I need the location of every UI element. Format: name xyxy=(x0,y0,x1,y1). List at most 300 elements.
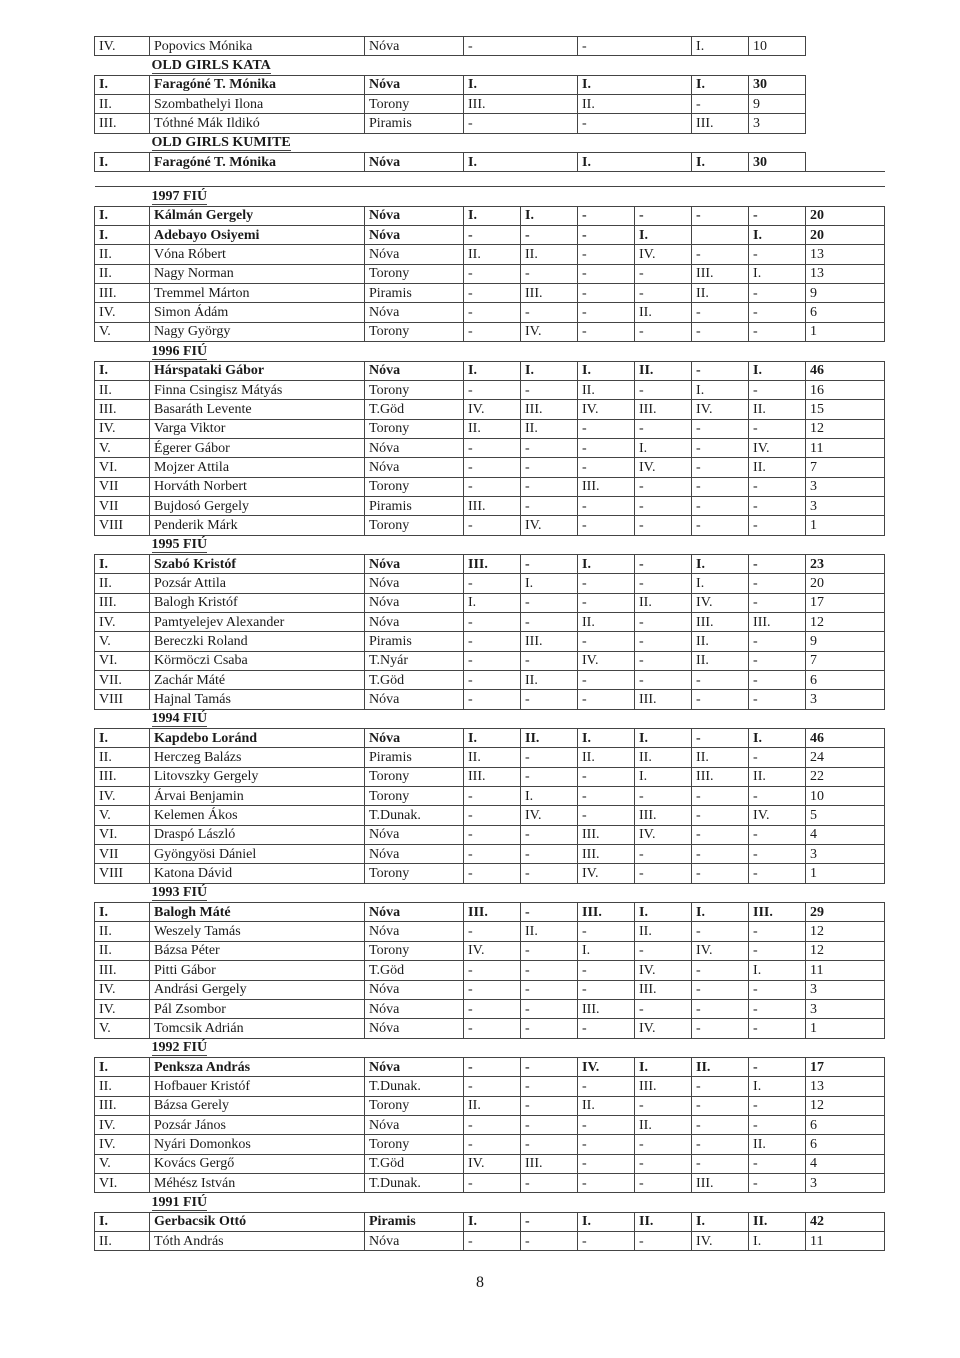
cell-name: Hofbauer Kristóf xyxy=(150,1077,365,1096)
cell-r3: - xyxy=(578,632,635,651)
cell-r1: - xyxy=(464,574,521,593)
cell-name: Vóna Róbert xyxy=(150,245,365,264)
cell-r5: II. xyxy=(692,632,749,651)
cell-r1: - xyxy=(464,999,521,1018)
cell-r5: I. xyxy=(692,574,749,593)
cell-r4: - xyxy=(635,477,692,496)
section-title: 1997 FIÚ xyxy=(151,189,208,205)
cell-r1: - xyxy=(464,690,521,709)
cell-rank: IV. xyxy=(95,787,150,806)
section-header-cell xyxy=(95,187,885,206)
cell-club: Nóva xyxy=(365,554,464,573)
cell-r3: - xyxy=(578,1019,635,1038)
table-row xyxy=(95,419,885,438)
section-title: 1994 FIÚ xyxy=(151,711,208,727)
cell-kata-1: I. xyxy=(464,75,578,94)
cell-rank: VII. xyxy=(95,671,150,690)
cell-kata-3: I. xyxy=(692,37,749,56)
cell-name: Nagy Norman xyxy=(150,264,365,283)
cell-r5: - xyxy=(692,458,749,477)
cell-r6: II. xyxy=(749,1212,806,1231)
cell-rank: II. xyxy=(95,574,150,593)
cell-r2: - xyxy=(521,1019,578,1038)
cell-club: T.Dunak. xyxy=(365,1173,464,1192)
cell-points: 4 xyxy=(806,825,885,844)
cell-points: 17 xyxy=(806,1057,885,1076)
cell-kata-2: II. xyxy=(578,95,692,114)
cell-r2: - xyxy=(521,999,578,1018)
cell-r1: I. xyxy=(464,593,521,612)
cell-club: Nóva xyxy=(365,245,464,264)
cell-points: 10 xyxy=(806,787,885,806)
table-row xyxy=(95,767,885,786)
cell-r2: - xyxy=(521,961,578,980)
cell-club: Nóva xyxy=(365,1057,464,1076)
cell-r2: - xyxy=(521,980,578,999)
cell-r4: - xyxy=(635,516,692,535)
table-row xyxy=(95,825,885,844)
cell-r1: IV. xyxy=(464,400,521,419)
cell-rank: II. xyxy=(95,95,150,114)
cell-r2: - xyxy=(521,690,578,709)
cell-rank: III. xyxy=(95,593,150,612)
cell-points: 29 xyxy=(806,903,885,922)
cell-rank: IV. xyxy=(95,37,150,56)
cell-r3: - xyxy=(578,1231,635,1250)
cell-r2: IV. xyxy=(521,806,578,825)
cell-r1: - xyxy=(464,477,521,496)
cell-points: 3 xyxy=(806,845,885,864)
cell-name: Bereczki Roland xyxy=(150,632,365,651)
cell-rank: II. xyxy=(95,1231,150,1250)
cell-points: 3 xyxy=(806,1173,885,1192)
cell-r4: IV. xyxy=(635,961,692,980)
cell-r6: - xyxy=(749,1096,806,1115)
cell-r1: I. xyxy=(464,729,521,748)
cell-rank: VI. xyxy=(95,651,150,670)
cell-points: 1 xyxy=(806,322,885,341)
cell-name: Gyöngyösi Dániel xyxy=(150,845,365,864)
table-row xyxy=(95,1077,885,1096)
cell-r1: I. xyxy=(464,361,521,380)
cell-name: Nagy György xyxy=(150,322,365,341)
cell-rank: VIII xyxy=(95,516,150,535)
cell-kata-2: - xyxy=(578,37,692,56)
cell-r2: - xyxy=(521,593,578,612)
cell-kata-3: III. xyxy=(692,114,749,133)
cell-r1: - xyxy=(464,1231,521,1250)
cell-r3: - xyxy=(578,1173,635,1192)
cell-r6: - xyxy=(749,671,806,690)
cell-club: T.Nyár xyxy=(365,651,464,670)
cell-rank: VII xyxy=(95,845,150,864)
cell-r5: - xyxy=(692,845,749,864)
cell-r3: III. xyxy=(578,999,635,1018)
cell-r2: - xyxy=(521,438,578,457)
cell-r6: II. xyxy=(749,458,806,477)
cell-r2: - xyxy=(521,1212,578,1231)
cell-points: 12 xyxy=(806,941,885,960)
cell-club: Nóva xyxy=(365,593,464,612)
results-table-body xyxy=(95,37,885,1251)
cell-rank: III. xyxy=(95,767,150,786)
cell-name: Tóth András xyxy=(150,1231,365,1250)
cell-r6: - xyxy=(749,1154,806,1173)
cell-r1: IV. xyxy=(464,1154,521,1173)
cell-points: 9 xyxy=(749,95,806,114)
cell-name: Kálmán Gergely xyxy=(150,206,365,225)
cell-club: Torony xyxy=(365,380,464,399)
cell-club: Nóva xyxy=(365,361,464,380)
cell-rank: VI. xyxy=(95,825,150,844)
cell-r4: - xyxy=(635,1154,692,1173)
cell-r1: II. xyxy=(464,419,521,438)
cell-points: 7 xyxy=(806,458,885,477)
cell-name: Katona Dávid xyxy=(150,864,365,883)
table-row xyxy=(95,1154,885,1173)
cell-points: 6 xyxy=(806,1115,885,1134)
cell-r4: - xyxy=(635,284,692,303)
cell-r5: - xyxy=(692,1019,749,1038)
cell-r1: - xyxy=(464,845,521,864)
cell-kata-1: I. xyxy=(464,153,578,172)
cell-r2: - xyxy=(521,612,578,631)
cell-r6: - xyxy=(749,419,806,438)
cell-points: 23 xyxy=(806,554,885,573)
cell-r1: - xyxy=(464,961,521,980)
table-row xyxy=(95,1231,885,1250)
cell-r6: - xyxy=(749,322,806,341)
cell-club: Nóva xyxy=(365,458,464,477)
cell-r5: - xyxy=(692,245,749,264)
cell-name: Hajnal Tamás xyxy=(150,690,365,709)
table-row xyxy=(95,671,885,690)
cell-rank: I. xyxy=(95,903,150,922)
cell-r5: IV. xyxy=(692,1231,749,1250)
cell-r1: IV. xyxy=(464,941,521,960)
table-row xyxy=(95,264,885,283)
cell-r5: I. xyxy=(692,554,749,573)
cell-r6: - xyxy=(749,845,806,864)
cell-name: Zachár Máté xyxy=(150,671,365,690)
cell-club: Torony xyxy=(365,322,464,341)
cell-r1: - xyxy=(464,825,521,844)
table-row xyxy=(95,303,885,322)
table-row xyxy=(95,400,885,419)
cell-r4: - xyxy=(635,1096,692,1115)
cell-r4: - xyxy=(635,419,692,438)
cell-rank: IV. xyxy=(95,999,150,1018)
table-row xyxy=(95,245,885,264)
cell-r5: - xyxy=(692,961,749,980)
cell-points: 1 xyxy=(806,516,885,535)
cell-name: Tremmel Márton xyxy=(150,284,365,303)
table-row xyxy=(95,903,885,922)
section-header-cell xyxy=(95,535,885,554)
cell-rank: III. xyxy=(95,1096,150,1115)
table-row xyxy=(95,438,885,457)
cell-r1: - xyxy=(464,632,521,651)
cell-name: Méhész István xyxy=(150,1173,365,1192)
cell-r3: IV. xyxy=(578,864,635,883)
cell-r2: - xyxy=(521,380,578,399)
table-row xyxy=(95,1096,885,1115)
table-row xyxy=(95,226,885,245)
cell-rank: I. xyxy=(95,75,150,94)
cell-r4: - xyxy=(635,380,692,399)
cell-points: 1 xyxy=(806,1019,885,1038)
cell-r5: III. xyxy=(692,264,749,283)
section-header xyxy=(95,535,885,554)
cell-r6: - xyxy=(749,574,806,593)
cell-r6: - xyxy=(749,516,806,535)
cell-kata-3: I. xyxy=(692,75,749,94)
cell-r1: - xyxy=(464,303,521,322)
cell-name: Tomcsik Adrián xyxy=(150,1019,365,1038)
cell-r6: III. xyxy=(749,612,806,631)
cell-r2: - xyxy=(521,651,578,670)
cell-rank: I. xyxy=(95,153,150,172)
cell-r6: - xyxy=(749,825,806,844)
cell-r6: - xyxy=(749,1115,806,1134)
cell-rank: I. xyxy=(95,1057,150,1076)
cell-rank: II. xyxy=(95,245,150,264)
cell-name: Bázsa Gerely xyxy=(150,1096,365,1115)
cell-name: Pozsár Attila xyxy=(150,574,365,593)
cell-name: Bázsa Péter xyxy=(150,941,365,960)
cell-r3: - xyxy=(578,303,635,322)
cell-r4: I. xyxy=(635,729,692,748)
cell-r6: I. xyxy=(749,361,806,380)
cell-r6: III. xyxy=(749,903,806,922)
cell-r2: I. xyxy=(521,206,578,225)
cell-r2: I. xyxy=(521,361,578,380)
cell-r4: I. xyxy=(635,767,692,786)
table-row xyxy=(95,941,885,960)
cell-r4: - xyxy=(635,1173,692,1192)
cell-club: Nóva xyxy=(365,690,464,709)
cell-club: Nóva xyxy=(365,303,464,322)
table-row xyxy=(95,284,885,303)
cell-club: Torony xyxy=(365,941,464,960)
cell-r4: III. xyxy=(635,980,692,999)
cell-rank: III. xyxy=(95,400,150,419)
cell-club: Torony xyxy=(365,1096,464,1115)
cell-r6: - xyxy=(749,980,806,999)
cell-name: Faragóné T. Mónika xyxy=(150,153,365,172)
cell-club: Nóva xyxy=(365,1019,464,1038)
cell-r3: III. xyxy=(578,477,635,496)
results-table xyxy=(94,36,885,1251)
cell-name: Körmöczi Csaba xyxy=(150,651,365,670)
section-title: 1993 FIÚ xyxy=(151,885,208,901)
cell-name: Szabó Kristóf xyxy=(150,554,365,573)
cell-r2: - xyxy=(521,825,578,844)
table-row xyxy=(95,999,885,1018)
cell-r4: II. xyxy=(635,1212,692,1231)
cell-kata-1: III. xyxy=(464,95,578,114)
table-row xyxy=(95,75,885,94)
cell-club: Nóva xyxy=(365,922,464,941)
section-header-cell xyxy=(95,56,885,75)
cell-r5: - xyxy=(692,322,749,341)
cell-points: 20 xyxy=(806,206,885,225)
cell-r4: IV. xyxy=(635,825,692,844)
cell-kata-1: - xyxy=(464,37,578,56)
section-header xyxy=(95,883,885,902)
cell-r6: - xyxy=(749,496,806,515)
cell-r6: - xyxy=(749,593,806,612)
cell-name: Nyári Domonkos xyxy=(150,1135,365,1154)
cell-club: Nóva xyxy=(365,612,464,631)
cell-r3: - xyxy=(578,206,635,225)
cell-r2: - xyxy=(521,1231,578,1250)
cell-r4: I. xyxy=(635,226,692,245)
section-title: 1991 FIÚ xyxy=(151,1194,208,1210)
section-header xyxy=(95,187,885,206)
cell-r6: II. xyxy=(749,400,806,419)
cell-name: Égerer Gábor xyxy=(150,438,365,457)
cell-club: Nóva xyxy=(365,825,464,844)
cell-name: Adebayo Osiyemi xyxy=(150,226,365,245)
cell-name: Balogh Kristóf xyxy=(150,593,365,612)
table-row xyxy=(95,1115,885,1134)
cell-r2: II. xyxy=(521,729,578,748)
cell-club: T.Göd xyxy=(365,671,464,690)
cell-rank: I. xyxy=(95,361,150,380)
cell-points: 11 xyxy=(806,961,885,980)
cell-r3: IV. xyxy=(578,651,635,670)
cell-r3: - xyxy=(578,1154,635,1173)
cell-r4: - xyxy=(635,999,692,1018)
cell-rank: VII xyxy=(95,477,150,496)
table-row xyxy=(95,961,885,980)
cell-r4: II. xyxy=(635,748,692,767)
cell-club: Torony xyxy=(365,419,464,438)
cell-r4: II. xyxy=(635,303,692,322)
cell-rank: VIII xyxy=(95,690,150,709)
cell-r3: - xyxy=(578,574,635,593)
cell-r5: - xyxy=(692,516,749,535)
cell-r3: II. xyxy=(578,612,635,631)
cell-r3: - xyxy=(578,245,635,264)
cell-rank: I. xyxy=(95,1212,150,1231)
cell-name: Pál Zsombor xyxy=(150,999,365,1018)
cell-r1: II. xyxy=(464,748,521,767)
cell-r6: I. xyxy=(749,961,806,980)
cell-points: 11 xyxy=(806,438,885,457)
cell-r2: II. xyxy=(521,671,578,690)
cell-club: Piramis xyxy=(365,284,464,303)
cell-rank: II. xyxy=(95,264,150,283)
cell-r1: II. xyxy=(464,1096,521,1115)
cell-points: 12 xyxy=(806,1096,885,1115)
cell-r6: - xyxy=(749,922,806,941)
cell-r5: - xyxy=(692,303,749,322)
cell-name: Kelemen Ákos xyxy=(150,806,365,825)
cell-rank: VIII xyxy=(95,864,150,883)
cell-r5: III. xyxy=(692,1173,749,1192)
cell-r2: III. xyxy=(521,632,578,651)
cell-r5: II. xyxy=(692,651,749,670)
cell-r1: - xyxy=(464,380,521,399)
table-row xyxy=(95,114,885,133)
cell-r6: - xyxy=(749,651,806,670)
cell-r1: - xyxy=(464,806,521,825)
cell-rank: V. xyxy=(95,632,150,651)
cell-r5: - xyxy=(692,419,749,438)
cell-points: 1 xyxy=(806,864,885,883)
cell-r6: IV. xyxy=(749,806,806,825)
cell-points: 11 xyxy=(806,1231,885,1250)
cell-r3: - xyxy=(578,264,635,283)
cell-r5: IV. xyxy=(692,941,749,960)
table-row xyxy=(95,322,885,341)
cell-r3: - xyxy=(578,806,635,825)
cell-r4: - xyxy=(635,941,692,960)
cell-points: 12 xyxy=(806,419,885,438)
cell-name: Balogh Máté xyxy=(150,903,365,922)
table-row xyxy=(95,864,885,883)
cell-r1: II. xyxy=(464,245,521,264)
cell-r6: I. xyxy=(749,1077,806,1096)
cell-r4: III. xyxy=(635,806,692,825)
table-row xyxy=(95,458,885,477)
cell-r4: II. xyxy=(635,593,692,612)
cell-r5: - xyxy=(692,671,749,690)
cell-r3: II. xyxy=(578,1096,635,1115)
cell-club: Nóva xyxy=(365,1231,464,1250)
cell-name: Hárspataki Gábor xyxy=(150,361,365,380)
cell-kata-3: - xyxy=(692,95,749,114)
section-title: 1996 FIÚ xyxy=(151,343,208,359)
cell-r1: - xyxy=(464,612,521,631)
cell-r3: - xyxy=(578,961,635,980)
cell-r2: - xyxy=(521,941,578,960)
cell-points: 5 xyxy=(806,806,885,825)
cell-r4: III. xyxy=(635,690,692,709)
cell-r6: IV. xyxy=(749,438,806,457)
cell-r3: - xyxy=(578,458,635,477)
section-header-cell xyxy=(95,1038,885,1057)
cell-r3: - xyxy=(578,980,635,999)
cell-name: Kovács Gergő xyxy=(150,1154,365,1173)
cell-r4: II. xyxy=(635,1115,692,1134)
cell-r6: - xyxy=(749,206,806,225)
cell-r2: II. xyxy=(521,419,578,438)
cell-club: Torony xyxy=(365,787,464,806)
cell-r6: - xyxy=(749,690,806,709)
cell-rank: II. xyxy=(95,922,150,941)
cell-r6: - xyxy=(749,303,806,322)
cell-name: Faragóné T. Mónika xyxy=(150,75,365,94)
section-header-cell xyxy=(95,883,885,902)
cell-points: 46 xyxy=(806,361,885,380)
cell-club: Nóva xyxy=(365,729,464,748)
table-row xyxy=(95,496,885,515)
section-header-cell xyxy=(95,133,885,152)
section-title: OLD GIRLS KUMITE xyxy=(151,135,291,151)
cell-points: 15 xyxy=(806,400,885,419)
cell-name: Pozsár János xyxy=(150,1115,365,1134)
cell-r2: - xyxy=(521,1057,578,1076)
table-row xyxy=(95,980,885,999)
cell-rank: II. xyxy=(95,941,150,960)
cell-club: Nóva xyxy=(365,226,464,245)
cell-points: 3 xyxy=(806,980,885,999)
table-row xyxy=(95,922,885,941)
cell-r3: - xyxy=(578,284,635,303)
